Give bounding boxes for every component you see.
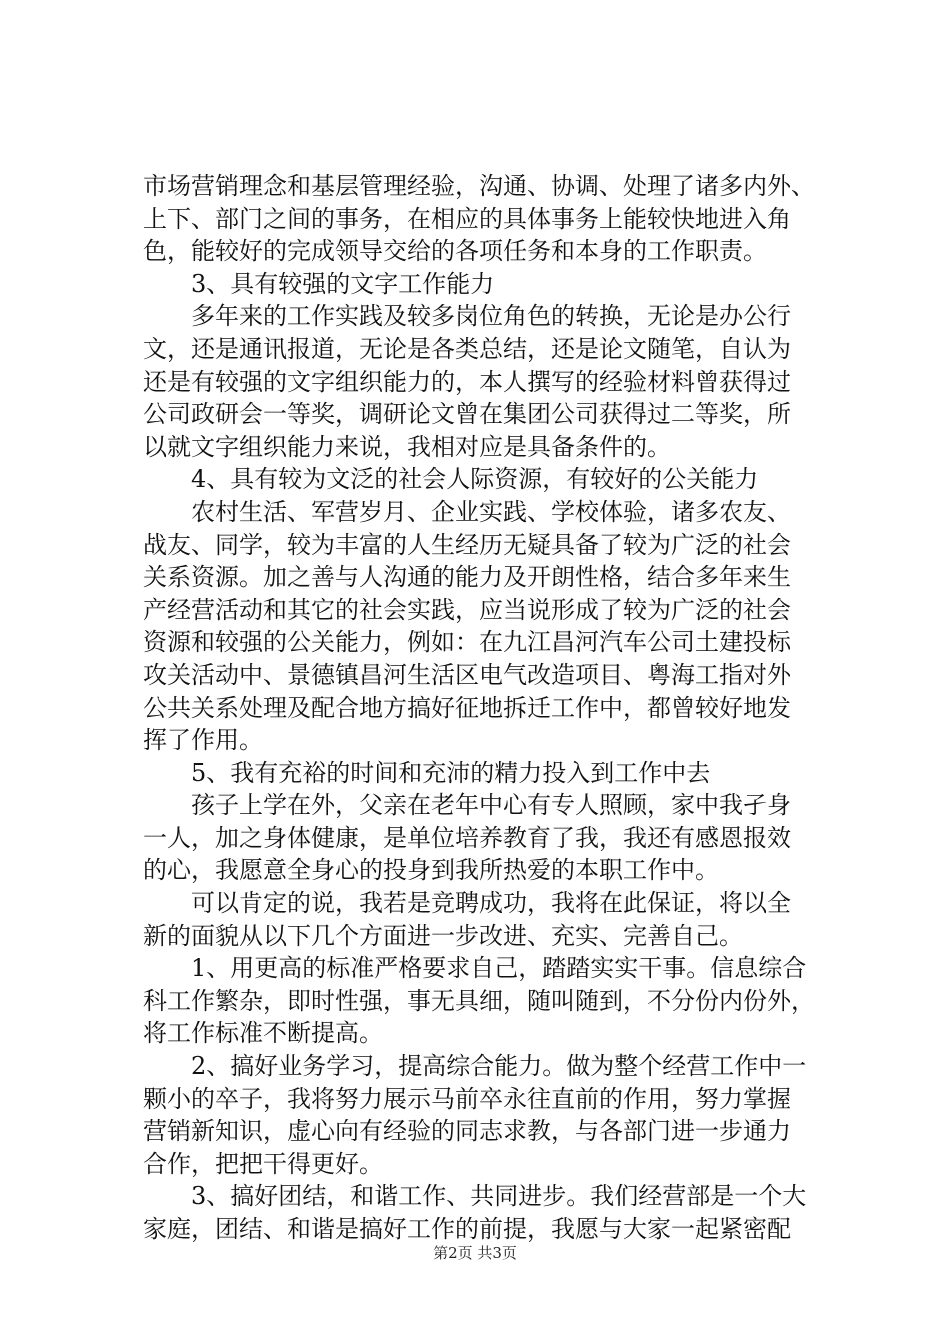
text-line: 挥了作用。: [143, 726, 263, 755]
text-line: 可以肯定的说，我若是竞聘成功，我将在此保证，将以全: [143, 889, 791, 918]
text-line: 的心，我愿意全身心的投身到我所热爱的本职工作中。: [143, 856, 719, 885]
text-line: 合作，把把干得更好。: [143, 1149, 383, 1178]
text-line: 1、用更高的标准严格要求自己，踏踏实实干事。信息综合: [143, 954, 807, 983]
text-line: 色，能较好的完成领导交给的各项任务和本身的工作职责。: [143, 237, 767, 266]
text-line: 5、我有充裕的时间和充沛的精力投入到工作中去: [143, 758, 711, 787]
text-line: 家庭，团结、和谐是搞好工作的前提，我愿与大家一起紧密配: [143, 1215, 791, 1243]
text-line: 营销新知识，虚心向有经验的同志求教，与各部门进一步通力: [143, 1117, 791, 1146]
text-line: 以就文字组织能力来说，我相对应是具备条件的。: [143, 432, 671, 461]
text-line: 文，还是通讯报道，无论是各类总结，还是论文随笔，自认为: [143, 334, 791, 363]
text-line: 攻关活动中、景德镇昌河生活区电气改造项目、粤海工指对外: [143, 660, 791, 689]
text-line: 新的面貌从以下几个方面进一步改进、充实、完善自己。: [143, 921, 743, 950]
text-line: 多年来的工作实践及较多岗位角色的转换，无论是办公行: [143, 302, 791, 331]
text-line: 资源和较强的公关能力，例如：在九江昌河汽车公司土建投标: [143, 628, 791, 657]
text-line: 上下、部门之间的事务，在相应的具体事务上能较快地进入角: [143, 204, 791, 233]
text-line: 还是有较强的文字组织能力的，本人撰写的经验材料曾获得过: [143, 367, 791, 396]
text-line: 一人，加之身体健康，是单位培养教育了我，我还有感恩报效: [143, 823, 791, 852]
page-footer: 第2页 共3页: [433, 1244, 517, 1262]
text-line: 2、搞好业务学习，提高综合能力。做为整个经营工作中一: [143, 1052, 807, 1081]
text-line: 产经营活动和其它的社会实践，应当说形成了较为广泛的社会: [143, 595, 791, 624]
text-line: 公司政研会一等奖，调研论文曾在集团公司获得过二等奖，所: [143, 400, 791, 429]
text-line: 关系资源。加之善与人沟通的能力及开朗性格，结合多年来生: [143, 563, 791, 592]
text-line: 4、具有较为文泛的社会人际资源，有较好的公关能力: [143, 465, 759, 494]
text-line: 孩子上学在外，父亲在老年中心有专人照顾，家中我孑身: [143, 791, 791, 820]
text-line: 市场营销理念和基层管理经验，沟通、协调、处理了诸多内外、: [143, 172, 815, 200]
text-line: 将工作标准不断提高。: [143, 1019, 383, 1048]
text-line: 颗小的卒子，我将努力展示马前卒永往直前的作用，努力掌握: [143, 1084, 791, 1113]
text-line: 农村生活、军营岁月、企业实践、学校体验，诸多农友、: [143, 497, 791, 526]
text-line: 公共关系处理及配合地方搞好征地拆迁工作中，都曾较好地发: [143, 693, 791, 722]
text-line: 3、具有较强的文字工作能力: [143, 269, 495, 298]
text-line: 战友、同学，较为丰富的人生经历无疑具备了较为广泛的社会: [143, 530, 791, 559]
body-text: [143, 170, 843, 1246]
text-line: 科工作繁杂，即时性强，事无具细，随叫随到，不分份内份外，: [143, 986, 815, 1015]
text-line: 3、搞好团结，和谐工作、共同进步。我们经营部是一个大: [143, 1182, 807, 1211]
